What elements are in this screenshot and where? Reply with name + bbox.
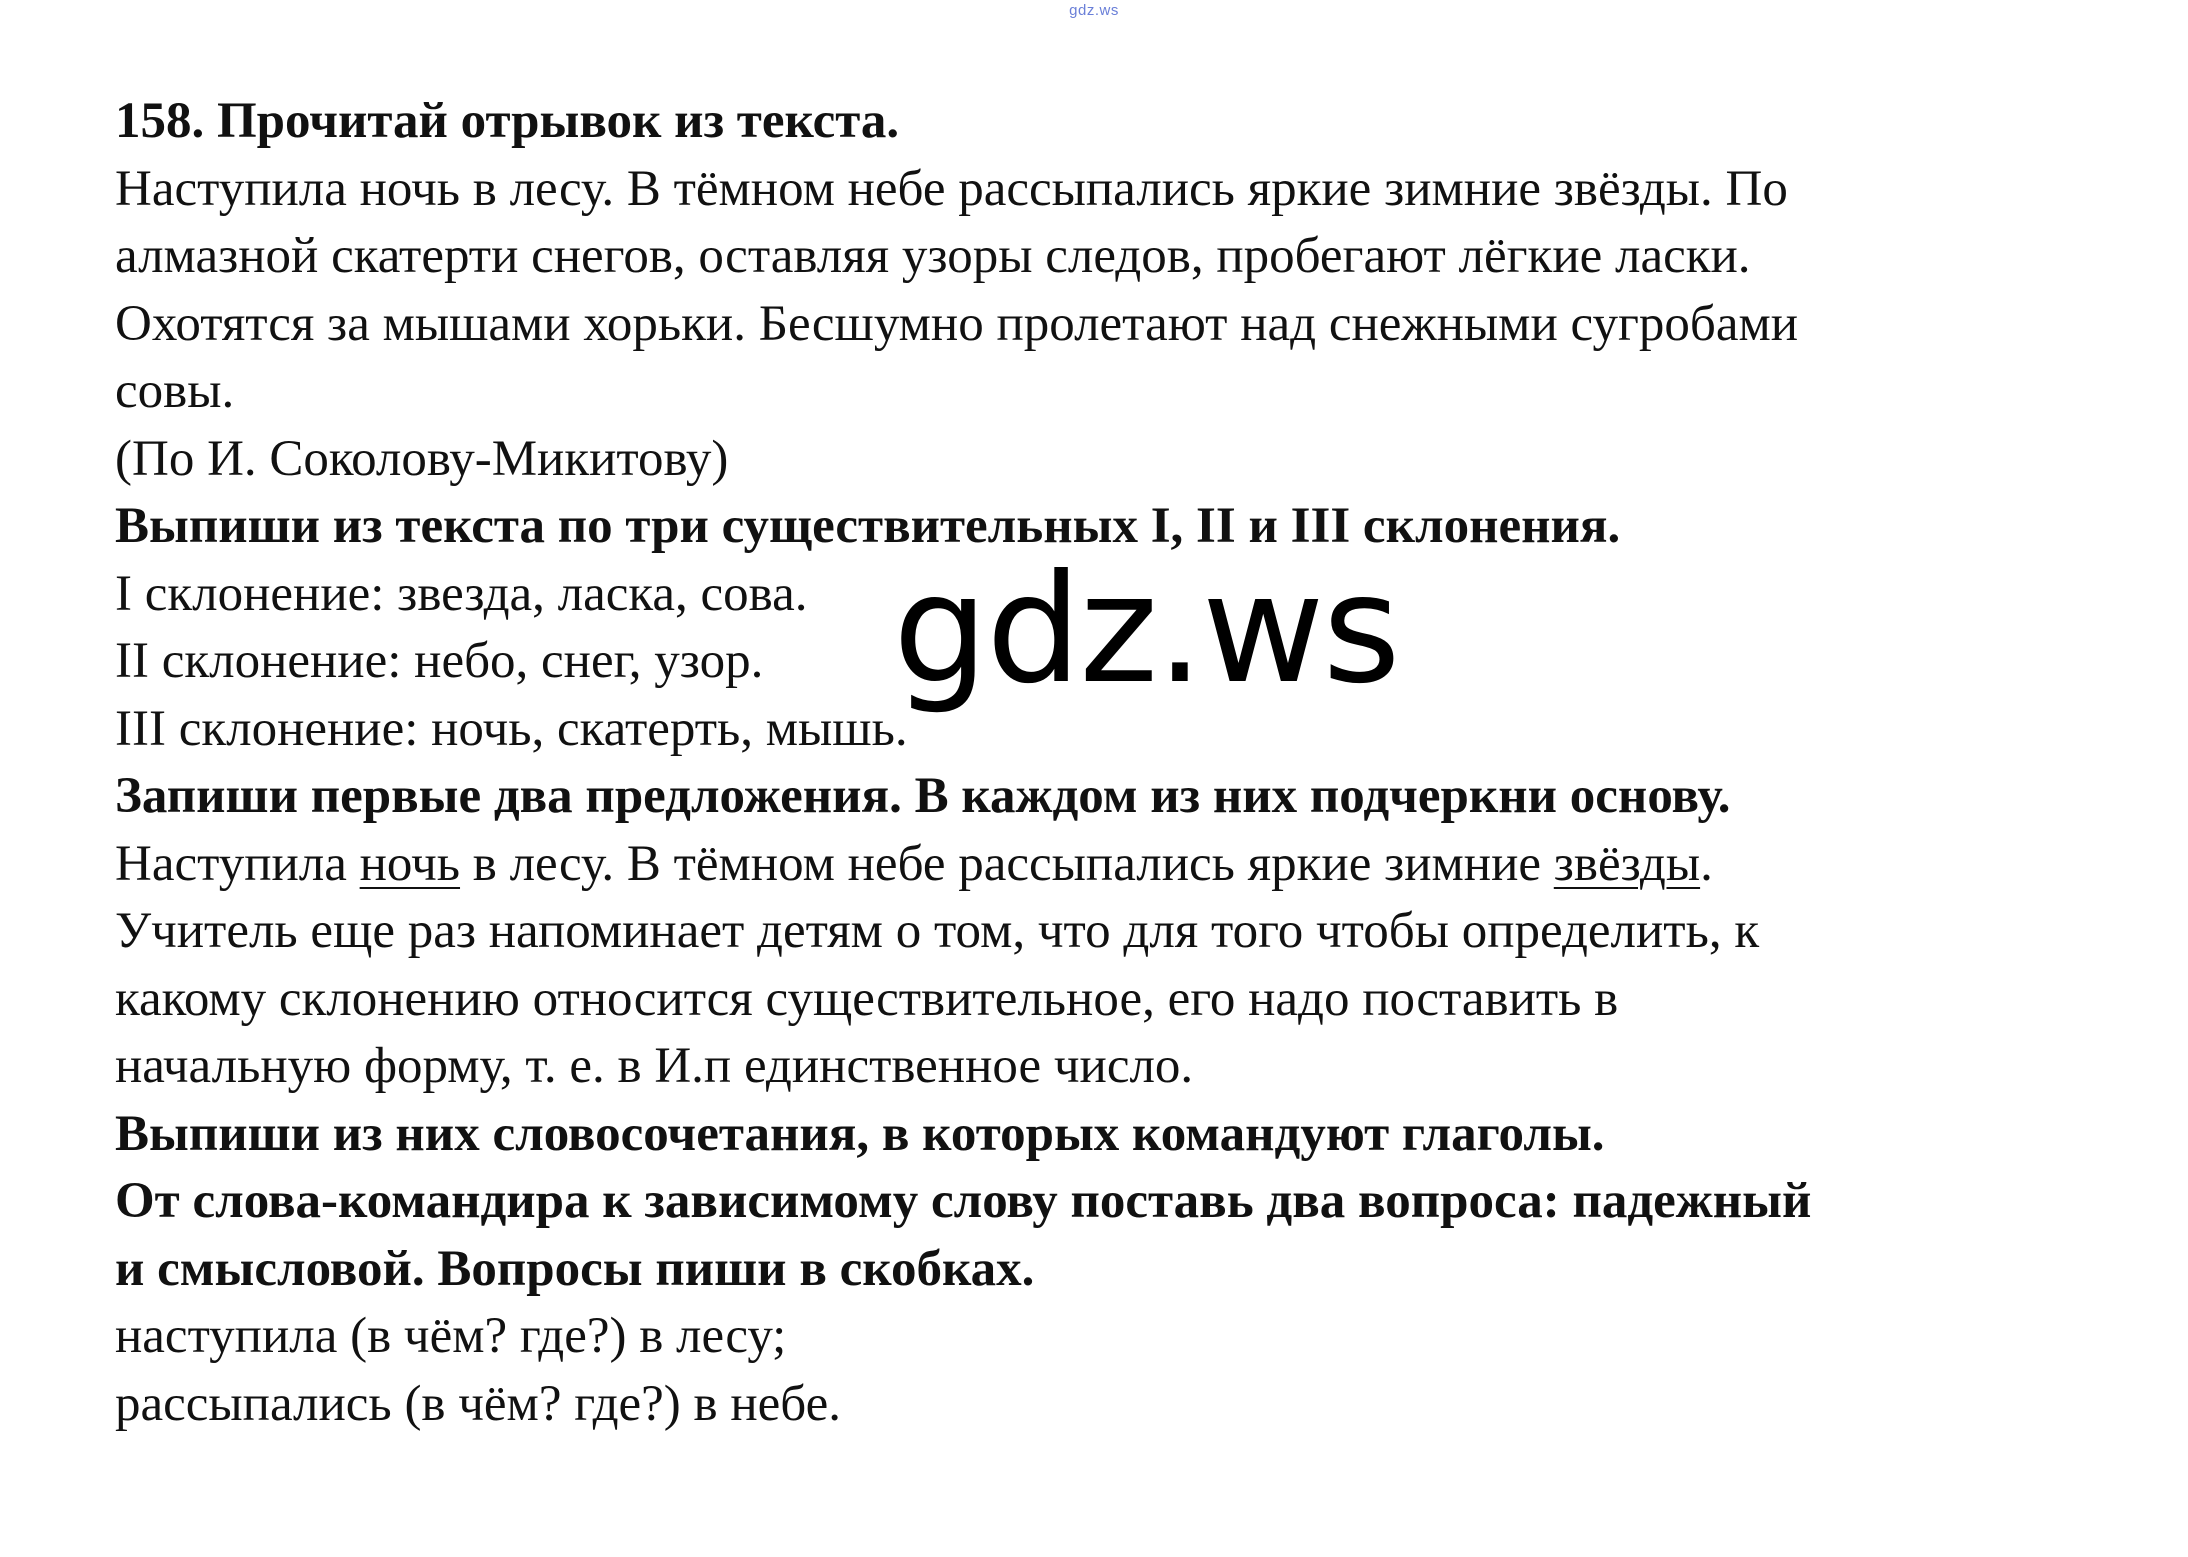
passage-source: (По И. Соколову-Микитову) [115,430,729,487]
instruction-sentences: Запиши первые два предложения. В каждом из них подчеркни основу. [115,768,1731,824]
watermark: gdz.ws [893,543,1399,717]
site-mark: gdz.ws [1069,2,1119,19]
instruction-phrases: и смысловой. Вопросы пиши в скобках. [115,1240,1035,1297]
sentence-text: . [1700,835,1713,892]
teacher-note-line: начальную форму, т. е. в И.п единственное число. [115,1038,1194,1094]
passage-line: Охотятся за мышами хорьки. Бесшумно пролетают над снежными сугробами [115,295,1799,352]
sentence-text: в лесу. В тёмном небе рассыпались яркие зимние [460,835,1554,892]
sentence-text: Наступила [115,835,360,892]
answer-phrase: наступила (в чём? где?) в лесу; [115,1308,787,1364]
instruction-phrases: Выпиши из них словосочетания, в которых командуют глаголы. [115,1105,1605,1162]
teacher-note-line: какому склонению относится существительное, его надо поставить в [115,970,1619,1027]
answer-declension-3: III склонение: ночь, скатерть, мышь. [115,700,908,757]
answer-declension-2: II склонение: небо, снег, узор. [115,633,764,689]
answer-phrase: рассыпались (в чём? где?) в небе. [115,1375,841,1432]
answer-sentences [115,831,2115,899]
answer-declension-1: I склонение: звезда, ласка, сова. [115,565,808,622]
task-heading: 158. Прочитай отрывок из текста. [115,93,900,149]
document-body [115,88,2115,1438]
passage-line: алмазной скатерти снегов, оставляя узоры следов, пробегают лёгкие ласки. [115,228,1751,284]
instruction-phrases: От слова-командира к зависимому слову поставь два вопроса: падежный [115,1173,1812,1229]
underlined-subject-2: звёзды [1553,835,1701,892]
underlined-subject-1: ночь [359,835,461,892]
instruction-declensions: Выпиши из текста по три существительных I, II и III склонения. [115,498,1621,554]
passage-line: Наступила ночь в лесу. В тёмном небе рассыпались яркие зимние звёзды. По [115,160,1788,217]
passage-line: совы. [115,363,235,419]
teacher-note-line: Учитель еще раз напоминает детям о том, что для того чтобы определить, к [115,903,1760,959]
